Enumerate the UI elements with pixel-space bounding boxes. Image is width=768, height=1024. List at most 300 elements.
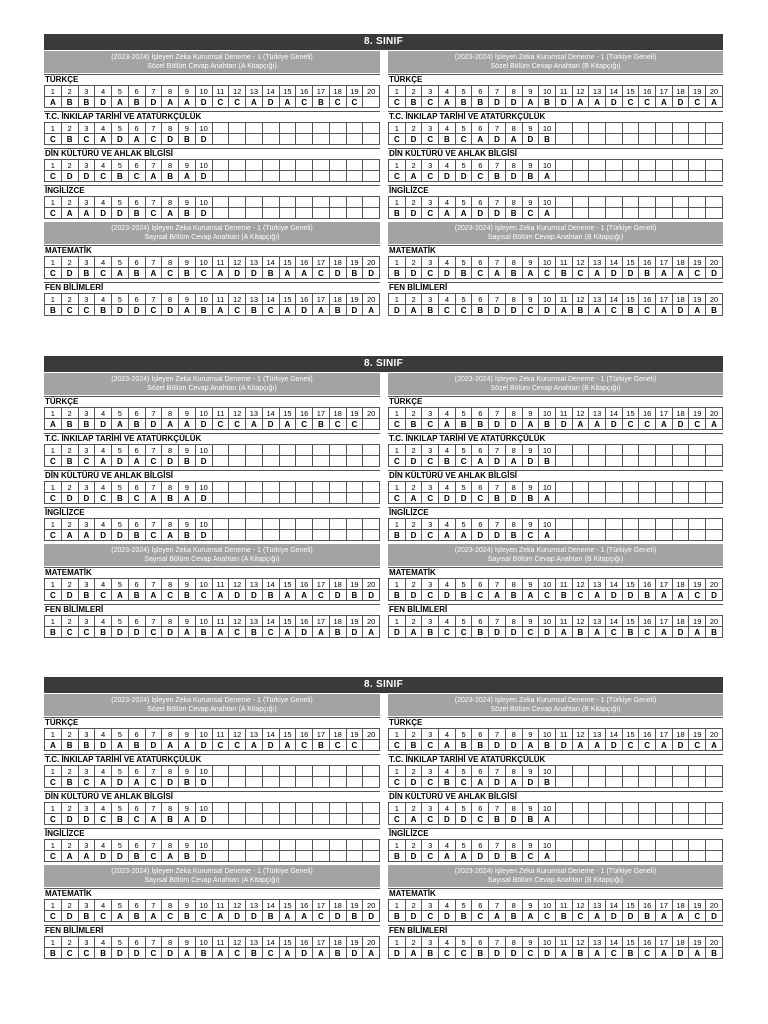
- answer-cell: B: [179, 268, 196, 279]
- question-number-cell: 3: [422, 803, 439, 814]
- answer-cell: D: [605, 97, 622, 108]
- answer-cell: [589, 814, 606, 825]
- answer-cell: C: [313, 268, 330, 279]
- question-number-cell: 8: [162, 123, 179, 134]
- question-number-cell: [622, 197, 639, 208]
- question-number-cell: 3: [78, 294, 95, 305]
- answer-cell: C: [45, 456, 62, 467]
- answer-cell: [212, 456, 229, 467]
- answer-cell: C: [346, 740, 363, 751]
- question-number-cell: [329, 766, 346, 777]
- answer-cell: A: [179, 814, 196, 825]
- question-number-cell: 13: [246, 900, 263, 911]
- question-number-cell: 10: [195, 123, 212, 134]
- question-number-cell: 10: [195, 482, 212, 493]
- answer-cell: [212, 493, 229, 504]
- answer-cell: D: [112, 627, 129, 638]
- booklet-a-column: [44, 694, 380, 962]
- question-number-cell: 9: [522, 803, 539, 814]
- answer-table: [44, 839, 380, 862]
- answer-cell: C: [622, 419, 639, 430]
- answer-row: [45, 777, 380, 788]
- answer-cell: [622, 777, 639, 788]
- answer-cell: C: [522, 627, 539, 638]
- answer-cell: B: [505, 911, 522, 922]
- answer-cell: B: [555, 911, 572, 922]
- answer-cell: [572, 208, 589, 219]
- question-number-cell: 10: [539, 197, 556, 208]
- question-number-cell: [555, 445, 572, 456]
- question-number-cell: 13: [589, 408, 606, 419]
- answer-cell: A: [112, 740, 129, 751]
- question-number-cell: 18: [672, 257, 689, 268]
- section-subtitle: Sayısal Bölüm Cevap Anahtarı (A Kitapçığı): [144, 556, 280, 563]
- answer-cell: C: [229, 627, 246, 638]
- question-number-cell: 7: [489, 294, 506, 305]
- question-number-cell: 3: [422, 197, 439, 208]
- answer-cell: B: [246, 948, 263, 959]
- subject-block: [44, 717, 380, 751]
- question-number-cell: 2: [61, 160, 78, 171]
- answer-cell: [572, 171, 589, 182]
- answer-cell: D: [405, 134, 422, 145]
- answer-cell: B: [195, 948, 212, 959]
- answer-cell: B: [61, 740, 78, 751]
- question-number-cell: 17: [656, 900, 673, 911]
- answer-cell: A: [112, 97, 129, 108]
- answer-cell: [246, 530, 263, 541]
- answer-cell: A: [439, 851, 456, 862]
- question-number-cell: 15: [279, 579, 296, 590]
- answer-cell: D: [195, 456, 212, 467]
- answer-cell: D: [162, 948, 179, 959]
- answer-cell: [639, 851, 656, 862]
- answer-cell: D: [505, 97, 522, 108]
- question-number-cell: 6: [128, 937, 145, 948]
- answer-cell: A: [656, 740, 673, 751]
- answer-cell: D: [112, 777, 129, 788]
- subject-title: TÜRKÇE: [389, 75, 423, 84]
- question-number-cell: [639, 803, 656, 814]
- question-number-cell: 16: [639, 579, 656, 590]
- question-number-cell: [672, 840, 689, 851]
- question-number-cell: [622, 803, 639, 814]
- answer-cell: B: [112, 814, 129, 825]
- answer-cell: [296, 456, 313, 467]
- question-number-cell: 16: [296, 900, 313, 911]
- answer-cell: [296, 530, 313, 541]
- booklet-a-column: [44, 373, 380, 641]
- question-number-cell: [572, 840, 589, 851]
- answer-key-block: [44, 34, 723, 319]
- question-number-cell: 9: [522, 482, 539, 493]
- question-number-cell: 4: [439, 197, 456, 208]
- question-number-cell: [313, 445, 330, 456]
- question-number-cell: 20: [706, 579, 723, 590]
- subject-block: [44, 604, 380, 638]
- question-number-cell: 9: [179, 408, 196, 419]
- question-number-row: [389, 408, 723, 419]
- answer-cell: A: [279, 948, 296, 959]
- question-number-cell: 3: [78, 197, 95, 208]
- answer-cell: A: [706, 740, 723, 751]
- answer-cell: D: [145, 419, 162, 430]
- section-header: [388, 51, 723, 73]
- answer-key-block: [44, 677, 723, 962]
- question-number-cell: 4: [95, 840, 112, 851]
- answer-cell: D: [489, 419, 506, 430]
- question-number-cell: [672, 803, 689, 814]
- answer-cell: B: [422, 948, 439, 959]
- question-number-cell: 4: [439, 123, 456, 134]
- question-number-cell: 9: [522, 294, 539, 305]
- answer-cell: A: [539, 208, 556, 219]
- question-number-cell: 4: [439, 257, 456, 268]
- question-number-cell: 17: [313, 937, 330, 948]
- answer-cell: C: [145, 456, 162, 467]
- answer-cell: D: [246, 590, 263, 601]
- question-number-cell: 20: [706, 408, 723, 419]
- answer-cell: C: [572, 268, 589, 279]
- question-number-cell: [689, 445, 706, 456]
- question-number-cell: 8: [162, 257, 179, 268]
- question-number-cell: 7: [489, 840, 506, 851]
- question-number-cell: [622, 123, 639, 134]
- subject-title: FEN BİLİMLERİ: [389, 926, 448, 935]
- answer-cell: D: [472, 851, 489, 862]
- question-number-cell: 17: [313, 729, 330, 740]
- question-number-cell: 2: [61, 408, 78, 419]
- question-number-cell: 1: [45, 257, 62, 268]
- question-number-cell: 20: [363, 579, 380, 590]
- question-number-cell: 7: [145, 579, 162, 590]
- answer-cell: B: [128, 419, 145, 430]
- answer-cell: C: [422, 590, 439, 601]
- answer-cell: B: [95, 948, 112, 959]
- question-number-cell: 3: [422, 160, 439, 171]
- question-number-cell: 4: [439, 616, 456, 627]
- question-number-cell: [329, 197, 346, 208]
- question-number-cell: 9: [179, 197, 196, 208]
- question-number-cell: 17: [313, 257, 330, 268]
- question-number-cell: 3: [78, 766, 95, 777]
- answer-cell: C: [45, 268, 62, 279]
- question-number-row: [45, 86, 380, 97]
- answer-cell: [589, 208, 606, 219]
- question-number-cell: [639, 482, 656, 493]
- question-number-cell: [262, 519, 279, 530]
- answer-cell: C: [45, 590, 62, 601]
- answer-cell: [572, 456, 589, 467]
- question-number-cell: 12: [229, 579, 246, 590]
- answer-cell: A: [522, 590, 539, 601]
- answer-cell: B: [472, 305, 489, 316]
- question-number-cell: 1: [389, 937, 406, 948]
- question-number-cell: [279, 123, 296, 134]
- exam-title: (2023-2024) İşleyen Zeka Kurumsal Deneme - 1 (Türkiye Geneli): [111, 376, 313, 383]
- question-number-cell: 17: [313, 408, 330, 419]
- answer-cell: [706, 456, 723, 467]
- answer-cell: [706, 171, 723, 182]
- answer-cell: B: [572, 948, 589, 959]
- question-number-cell: 13: [589, 294, 606, 305]
- answer-cell: B: [639, 911, 656, 922]
- question-number-row: [45, 123, 380, 134]
- subject-title: T.C. İNKILAP TARİHİ VE ATATÜRKÇÜLÜK: [45, 434, 202, 443]
- answer-cell: [246, 777, 263, 788]
- answer-cell: D: [672, 740, 689, 751]
- question-number-cell: 1: [45, 729, 62, 740]
- answer-cell: B: [262, 911, 279, 922]
- answer-cell: A: [112, 911, 129, 922]
- question-number-cell: [346, 840, 363, 851]
- answer-cell: A: [179, 171, 196, 182]
- question-number-cell: 2: [61, 900, 78, 911]
- question-number-cell: 6: [128, 840, 145, 851]
- answer-cell: D: [346, 948, 363, 959]
- answer-cell: A: [455, 208, 472, 219]
- question-number-cell: 13: [246, 937, 263, 948]
- answer-cell: [689, 851, 706, 862]
- answer-cell: [363, 530, 380, 541]
- answer-cell: C: [522, 208, 539, 219]
- answer-cell: [329, 134, 346, 145]
- question-number-cell: [246, 519, 263, 530]
- question-number-cell: [672, 519, 689, 530]
- answer-cell: B: [179, 911, 196, 922]
- answer-cell: [346, 814, 363, 825]
- answer-cell: D: [539, 948, 556, 959]
- answer-cell: B: [622, 305, 639, 316]
- question-number-cell: [572, 519, 589, 530]
- answer-cell: B: [61, 456, 78, 467]
- answer-cell: B: [195, 305, 212, 316]
- answer-cell: [313, 171, 330, 182]
- answer-cell: D: [439, 171, 456, 182]
- question-number-cell: 8: [162, 803, 179, 814]
- question-number-cell: [296, 803, 313, 814]
- question-number-cell: 12: [572, 257, 589, 268]
- answer-cell: D: [363, 911, 380, 922]
- answer-table: [44, 122, 380, 145]
- question-number-cell: 7: [145, 482, 162, 493]
- answer-table: [44, 615, 380, 638]
- question-number-cell: 16: [296, 729, 313, 740]
- answer-cell: C: [422, 171, 439, 182]
- question-number-cell: [622, 445, 639, 456]
- question-number-cell: 18: [329, 579, 346, 590]
- answer-cell: [572, 134, 589, 145]
- question-number-cell: 7: [145, 160, 162, 171]
- question-number-cell: 5: [455, 160, 472, 171]
- question-number-cell: 1: [45, 937, 62, 948]
- question-number-cell: [329, 803, 346, 814]
- question-number-cell: 3: [422, 729, 439, 740]
- answer-cell: B: [78, 268, 95, 279]
- subject-title: DİN KÜLTÜRÜ VE AHLAK BİLGİSİ: [45, 149, 173, 158]
- question-number-cell: 11: [555, 294, 572, 305]
- answer-cell: A: [95, 456, 112, 467]
- question-number-cell: [656, 123, 673, 134]
- answer-cell: B: [455, 740, 472, 751]
- question-number-cell: 3: [422, 579, 439, 590]
- question-number-cell: 19: [346, 900, 363, 911]
- exam-title: (2023-2024) İşleyen Zeka Kurumsal Deneme - 1 (Türkiye Geneli): [111, 547, 313, 554]
- question-number-row: [45, 729, 380, 740]
- answer-cell: [622, 493, 639, 504]
- question-number-cell: 7: [145, 445, 162, 456]
- answer-cell: [605, 530, 622, 541]
- question-number-cell: [346, 123, 363, 134]
- answer-cell: [555, 851, 572, 862]
- answer-cell: D: [455, 493, 472, 504]
- question-number-cell: [313, 197, 330, 208]
- answer-cell: [656, 134, 673, 145]
- answer-cell: [246, 208, 263, 219]
- question-number-cell: 6: [472, 408, 489, 419]
- section-header: [44, 51, 380, 73]
- answer-row: [389, 134, 723, 145]
- answer-cell: B: [179, 208, 196, 219]
- question-number-cell: 4: [95, 86, 112, 97]
- question-number-cell: 20: [363, 900, 380, 911]
- question-number-cell: 13: [589, 257, 606, 268]
- answer-cell: [363, 493, 380, 504]
- answer-row: [389, 590, 723, 601]
- question-number-cell: 8: [505, 616, 522, 627]
- question-number-cell: 10: [539, 840, 556, 851]
- booklet-columns: [44, 51, 723, 319]
- question-number-cell: 1: [45, 445, 62, 456]
- question-number-cell: 17: [313, 900, 330, 911]
- question-number-cell: 6: [128, 729, 145, 740]
- answer-cell: A: [279, 740, 296, 751]
- answer-cell: [262, 456, 279, 467]
- question-number-row: [389, 766, 723, 777]
- question-number-cell: 1: [389, 197, 406, 208]
- answer-cell: B: [128, 268, 145, 279]
- question-number-cell: 5: [112, 294, 129, 305]
- question-number-cell: 1: [45, 616, 62, 627]
- subject-title: MATEMATİK: [389, 568, 436, 577]
- answer-table: [44, 407, 380, 430]
- answer-cell: [572, 493, 589, 504]
- answer-cell: D: [95, 740, 112, 751]
- question-number-row: [389, 579, 723, 590]
- answer-table: [388, 765, 723, 788]
- answer-cell: C: [162, 268, 179, 279]
- answer-cell: A: [589, 740, 606, 751]
- answer-cell: D: [145, 740, 162, 751]
- question-number-cell: 3: [422, 482, 439, 493]
- answer-cell: A: [279, 97, 296, 108]
- answer-cell: [622, 208, 639, 219]
- question-number-cell: 5: [455, 937, 472, 948]
- question-number-cell: 8: [162, 160, 179, 171]
- question-number-cell: [229, 519, 246, 530]
- answer-cell: C: [78, 305, 95, 316]
- answer-cell: B: [639, 268, 656, 279]
- answer-cell: A: [179, 97, 196, 108]
- answer-cell: C: [572, 911, 589, 922]
- answer-cell: [246, 493, 263, 504]
- question-number-cell: 1: [45, 86, 62, 97]
- question-number-cell: 16: [296, 408, 313, 419]
- answer-cell: C: [162, 590, 179, 601]
- answer-cell: C: [145, 530, 162, 541]
- answer-cell: [605, 171, 622, 182]
- section-header: [388, 694, 723, 716]
- answer-cell: C: [389, 171, 406, 182]
- question-number-cell: 1: [45, 766, 62, 777]
- answer-cell: [706, 208, 723, 219]
- subject-title: MATEMATİK: [389, 246, 436, 255]
- subject-block: [388, 396, 723, 430]
- subject-block: [44, 828, 380, 862]
- question-number-cell: 4: [95, 900, 112, 911]
- question-number-cell: 16: [639, 257, 656, 268]
- question-number-cell: 2: [61, 766, 78, 777]
- question-number-cell: [689, 160, 706, 171]
- answer-table: [388, 122, 723, 145]
- answer-cell: D: [489, 530, 506, 541]
- question-number-cell: 7: [489, 729, 506, 740]
- question-number-cell: [555, 840, 572, 851]
- answer-cell: C: [313, 590, 330, 601]
- question-number-cell: 4: [95, 445, 112, 456]
- question-number-cell: 20: [363, 937, 380, 948]
- answer-cell: C: [389, 134, 406, 145]
- answer-cell: D: [61, 911, 78, 922]
- question-number-cell: 11: [212, 86, 229, 97]
- question-number-cell: 15: [622, 616, 639, 627]
- answer-cell: A: [489, 268, 506, 279]
- answer-cell: C: [455, 134, 472, 145]
- subject-title: DİN KÜLTÜRÜ VE AHLAK BİLGİSİ: [45, 471, 173, 480]
- answer-cell: A: [589, 911, 606, 922]
- answer-table: [44, 578, 380, 601]
- question-number-cell: [689, 840, 706, 851]
- question-number-cell: 14: [605, 294, 622, 305]
- question-number-cell: 15: [279, 616, 296, 627]
- answer-cell: A: [656, 268, 673, 279]
- answer-cell: A: [162, 740, 179, 751]
- answer-cell: D: [405, 911, 422, 922]
- question-number-cell: 15: [622, 294, 639, 305]
- question-number-cell: [346, 803, 363, 814]
- answer-cell: C: [422, 268, 439, 279]
- answer-cell: [279, 134, 296, 145]
- answer-cell: C: [61, 948, 78, 959]
- answer-cell: [313, 493, 330, 504]
- answer-cell: [313, 777, 330, 788]
- answer-cell: D: [296, 627, 313, 638]
- question-number-cell: 4: [439, 803, 456, 814]
- question-number-cell: 5: [112, 197, 129, 208]
- answer-cell: C: [45, 134, 62, 145]
- question-number-cell: [313, 519, 330, 530]
- question-number-cell: 14: [262, 616, 279, 627]
- question-number-cell: [279, 160, 296, 171]
- answer-cell: C: [78, 456, 95, 467]
- question-number-cell: 6: [472, 937, 489, 948]
- question-number-cell: 4: [439, 579, 456, 590]
- answer-cell: D: [489, 97, 506, 108]
- question-number-cell: 20: [706, 294, 723, 305]
- question-number-cell: 2: [405, 408, 422, 419]
- answer-cell: [212, 134, 229, 145]
- question-number-cell: 6: [472, 86, 489, 97]
